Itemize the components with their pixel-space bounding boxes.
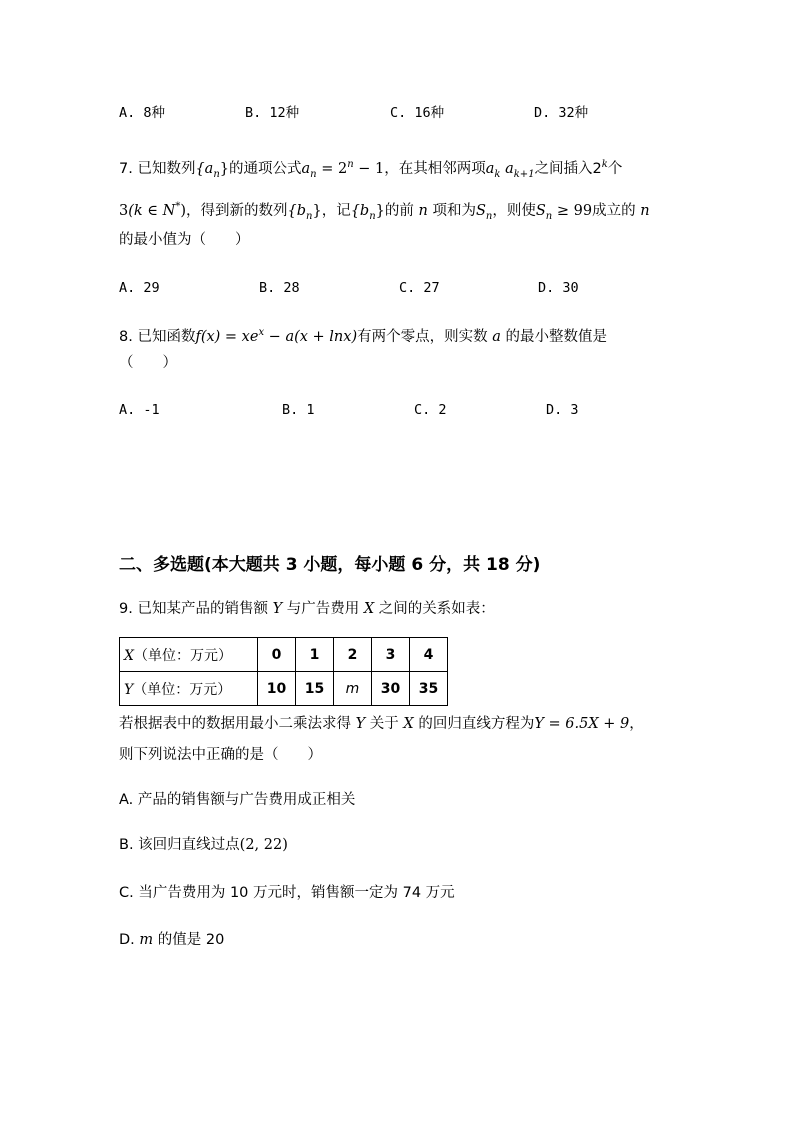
- section-title: 二、多选题(本大题共 3 小题，每小题 6 分，共 18 分): [119, 555, 541, 575]
- table-cell: 0: [258, 638, 296, 672]
- table-row-header: X（单位：万元）: [120, 638, 258, 672]
- q9-stem: 9. 已知某产品的销售额 Y 与广告费用 X 之间的关系如表：: [119, 601, 495, 617]
- q7-option-b: B. 28: [259, 280, 300, 296]
- q9-option-d: D. m 的值是 20: [119, 932, 225, 948]
- table-cell: 4: [410, 638, 448, 672]
- table-row-header: Y（单位：万元）: [120, 672, 258, 706]
- data-table: [119, 637, 448, 706]
- table-cell: m: [334, 672, 372, 706]
- q7-line-1: 7. 已知数列$\{a_n\}$的通项公式$a_n = 2^n - 1$，在其相邻两项$a_k$ $a_{k+1}$之间插入2$^k$个: [119, 159, 623, 180]
- q7-option-a: A. 29: [119, 280, 160, 296]
- table-cell: 35: [410, 672, 448, 706]
- table-cell: 1: [296, 638, 334, 672]
- q8-option-d: D. 3: [546, 402, 579, 418]
- q7-line-3: 的最小值为（ ）: [119, 232, 250, 248]
- table-cell: 30: [372, 672, 410, 706]
- q6-option-d: D. 32种: [534, 105, 589, 121]
- q7-option-d: D. 30: [538, 280, 579, 296]
- table-cell: 3: [372, 638, 410, 672]
- table-cell: 2: [334, 638, 372, 672]
- table-row: [120, 672, 448, 706]
- q8-line-1: 8. 已知函数$f(x) = xe^x - a(x + \ln x)$有两个零点，则实数 a 的最小整数值是: [119, 327, 607, 345]
- q8-option-c: C. 2: [414, 402, 447, 418]
- q7-option-c: C. 27: [399, 280, 440, 296]
- table-row: [120, 638, 448, 672]
- q8-line-2: （ ）: [119, 355, 177, 371]
- q9-option-a: A. 产品的销售额与广告费用成正相关: [119, 792, 356, 808]
- q9-regression-line: 若根据表中的数据用最小二乘法求得 Y 关于 X 的回归直线方程为Y = 6.5X + 9，: [119, 716, 644, 732]
- q6-option-a: A. 8种: [119, 105, 166, 121]
- q6-option-b: B. 12种: [245, 105, 300, 121]
- q8-option-b: B. 1: [282, 402, 315, 418]
- q9-option-b: B. 该回归直线过点(2, 22): [119, 837, 288, 853]
- q6-option-c: C. 16种: [390, 105, 445, 121]
- q9-option-c: C. 当广告费用为 10 万元时，销售额一定为 74 万元: [119, 885, 455, 901]
- q9-question-line: 则下列说法中正确的是（ ）: [119, 747, 322, 763]
- q8-option-a: A. -1: [119, 402, 160, 418]
- q7-line-2: 3(k ∈ N*)，得到新的数列$\{b_n\}$，记$\{b_n\}$的前 n 项和为$S_n$，则使$S_n \ge 99$成立的 n: [119, 201, 650, 222]
- table-cell: 10: [258, 672, 296, 706]
- table-cell: 15: [296, 672, 334, 706]
